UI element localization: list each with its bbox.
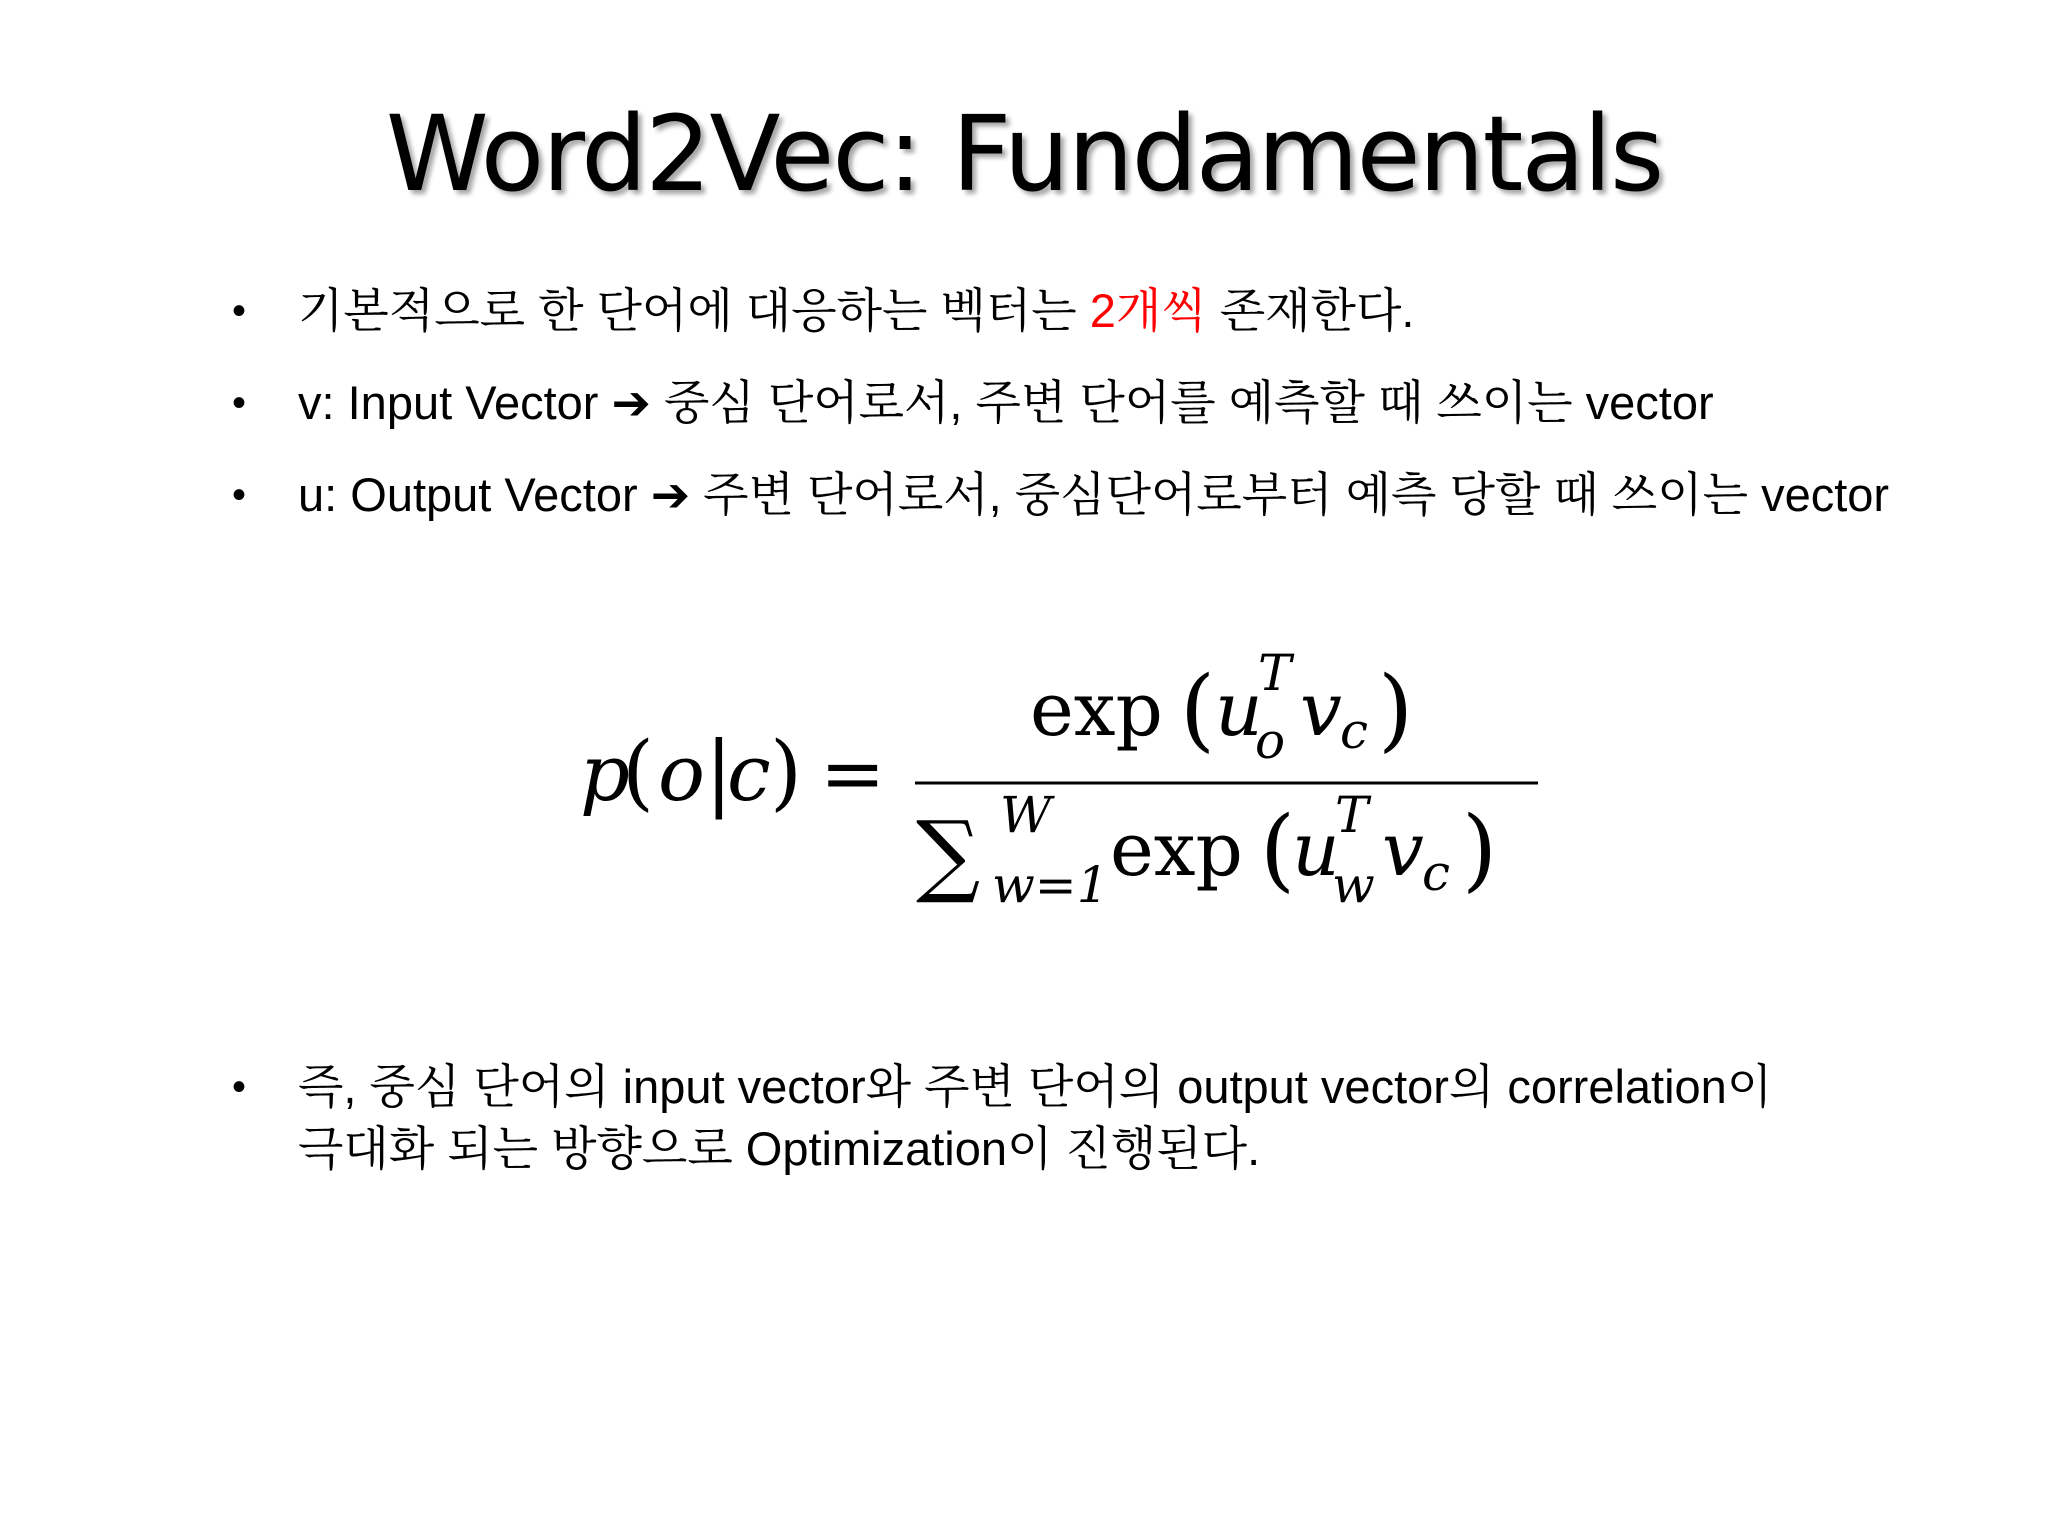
bullet-3-pre: u: Output Vector	[298, 468, 651, 521]
formula-svg	[570, 640, 1570, 940]
bullet-1-highlight: 2개씩	[1089, 284, 1207, 337]
bullet-1-pre: 기본적으로 한 단어에 대응하는 벡터는	[298, 284, 1090, 337]
bullet-1-text	[298, 280, 1948, 342]
bullet-3-post: 주변 단어로서, 중심단어로부터 예측 당할 때 쓰이는 vector	[690, 468, 1890, 521]
bullet-4-line-2: 극대화 되는 방향으로 Optimization이 진행된다.	[298, 1122, 1261, 1175]
bullet-2-post: 중심 단어로서, 주변 단어를 예측할 때 쓰이는 vector	[650, 376, 1714, 429]
slide-title: Word2Vec: Fundamentals	[385, 93, 1663, 215]
denominator-sum-sub: w=1	[992, 856, 1109, 914]
bullet-4-line-1: 즉, 중심 단어의 input vector와 주변 단어의 output vector의 correlation이	[298, 1060, 1773, 1113]
denominator-sub-w: w	[1332, 856, 1375, 914]
bullet-2-text	[298, 372, 1948, 435]
denominator-sum: ∑	[916, 802, 981, 907]
denominator-sum-sup: W	[1000, 786, 1052, 844]
formula-bar: |	[705, 725, 733, 820]
arrow-right-icon: ➔	[650, 468, 691, 523]
bullet-4-text	[298, 1056, 1948, 1180]
bullet-dot: •	[232, 289, 247, 333]
denominator-v: v	[1382, 807, 1424, 893]
bullet-dot: •	[232, 381, 247, 425]
numerator-sub-c: c	[1340, 702, 1369, 760]
numerator-rparen: )	[1378, 657, 1414, 762]
formula-c: c	[727, 729, 771, 819]
bullet-3-text	[298, 464, 1948, 527]
denominator-u: u	[1292, 807, 1340, 893]
formula-equals: =	[820, 729, 886, 819]
denominator-exp: exp	[1110, 807, 1243, 893]
denominator-rparen: )	[1462, 797, 1498, 902]
formula-p: p	[580, 729, 630, 819]
softmax-formula	[570, 640, 1570, 940]
formula-o: o	[658, 729, 705, 819]
numerator-u: u	[1215, 667, 1263, 753]
denominator-sup-t: T	[1335, 786, 1369, 844]
bullet-1-post: 존재한다.	[1206, 284, 1415, 337]
arrow-right-icon: ➔	[611, 376, 651, 431]
denominator-lparen: (	[1260, 797, 1296, 902]
formula-rparen: )	[770, 725, 802, 820]
denominator-sub-c: c	[1422, 844, 1451, 902]
numerator-sup-t: T	[1258, 644, 1292, 702]
numerator-v: v	[1300, 667, 1342, 753]
numerator-lparen: (	[1180, 657, 1216, 762]
bullet-dot: •	[232, 1065, 247, 1109]
bullet-2-pre: v: Input Vector	[298, 376, 612, 429]
bullet-dot: •	[232, 473, 247, 517]
formula-lparen: (	[622, 725, 654, 820]
numerator-exp: exp	[1030, 667, 1163, 753]
numerator-sub-o: o	[1255, 712, 1286, 770]
